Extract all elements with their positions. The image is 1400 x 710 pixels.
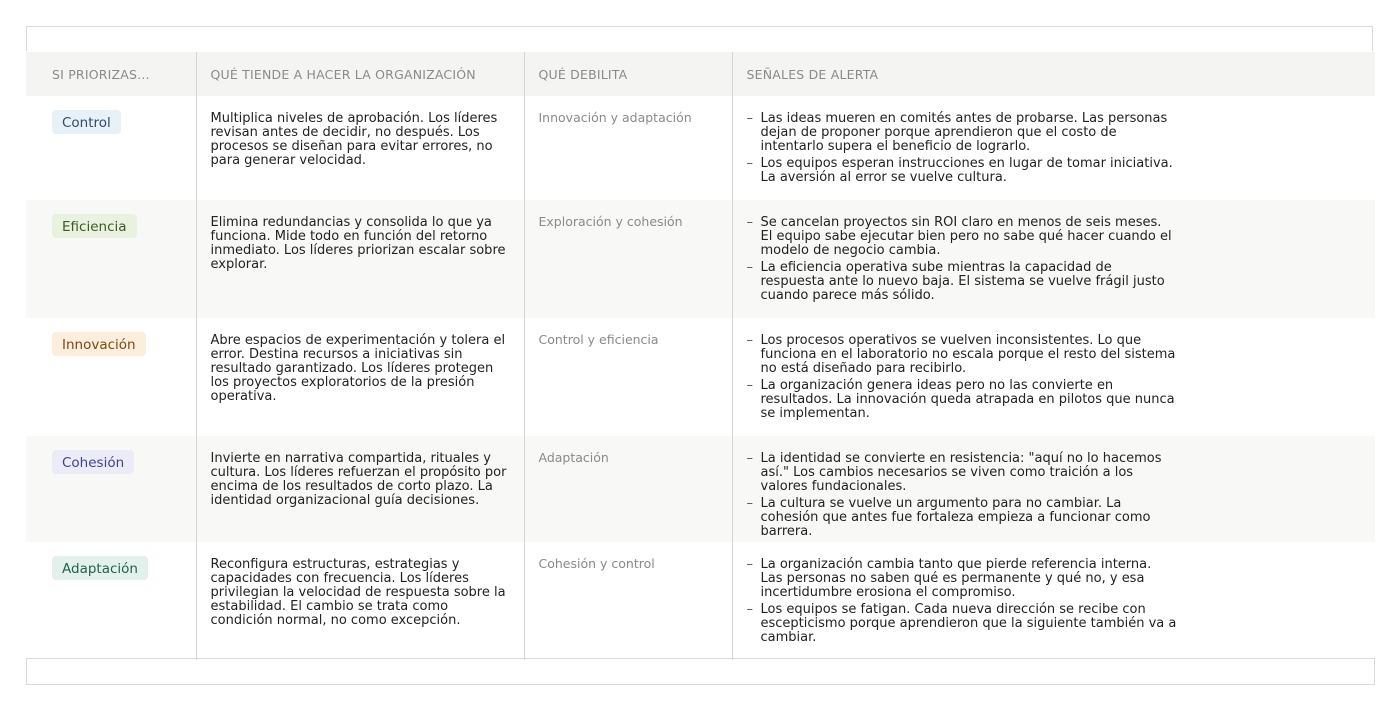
signals-cell — [732, 436, 1375, 542]
behavior-cell: Elimina redundancias y consolida lo que ya funciona. Mide todo en función del retorno inmediato. Los líderes priorizan escalar sobre explorar. — [196, 200, 524, 318]
signals-list — [747, 334, 1177, 421]
signal-item: – Los equipos esperan instrucciones en lugar de tomar iniciativa. La aversión al error se vuelve cultura. — [747, 157, 1177, 185]
signals-list — [747, 112, 1177, 185]
signals-cell — [732, 200, 1375, 318]
signal-item: – Se cancelan proyectos sin ROI claro en menos de seis meses. El equipo sabe ejecutar bien pero no sabe qué hacer cuando el modelo de negocio cambia. — [747, 216, 1177, 258]
signal-item: – Los equipos se fatigan. Cada nueva dirección se recibe con escepticismo porque aprendieron que la siguiente también va a cambiar. — [747, 603, 1177, 645]
priority-cell — [26, 318, 196, 436]
priority-tag: Cohesión — [52, 450, 134, 474]
header-row — [26, 52, 1375, 96]
signal-item: – La cultura se vuelve un argumento para no cambiar. La cohesión que antes fue fortaleza empieza a funcionar como barrera. — [747, 497, 1177, 539]
signals-cell — [732, 542, 1375, 660]
priority-cell — [26, 200, 196, 318]
header-priority: SI PRIORIZAS... — [26, 52, 196, 96]
priority-tag: Adaptación — [52, 556, 148, 580]
signal-item: – La identidad se convierte en resistencia: "aquí no lo hacemos así." Los cambios necesarios se viven como traición a los valores fundacionales. — [747, 452, 1177, 494]
behavior-cell: Invierte en narrativa compartida, rituales y cultura. Los líderes refuerzan el propósito por encima de los resultados de corto plazo. La identidad organizacional guía decisiones. — [196, 436, 524, 542]
priority-tag: Control — [52, 110, 121, 134]
table-row — [26, 96, 1375, 200]
signals-cell — [732, 96, 1375, 200]
signals-list — [747, 558, 1177, 645]
priority-cell — [26, 542, 196, 660]
priority-tag: Innovación — [52, 332, 146, 356]
signal-item: – La organización genera ideas pero no las convierte en resultados. La innovación queda atrapada en pilotos que nunca se implementan. — [747, 379, 1177, 421]
signal-item: – Las ideas mueren en comités antes de probarse. Las personas dejan de proponer porque aprendieron que el costo de intentarlo supera el beneficio de lograrlo. — [747, 112, 1177, 154]
table-row — [26, 436, 1375, 542]
behavior-cell: Multiplica niveles de aprobación. Los líderes revisan antes de decidir, no después. Los procesos se diseñan para evitar errores, no para generar velocidad. — [196, 96, 524, 200]
signal-item: – La organización cambia tanto que pierde referencia interna. Las personas no saben qué es permanente y qué no, y esa incertidumbre erosiona el compromiso. — [747, 558, 1177, 600]
priority-tradeoff-table — [26, 52, 1375, 660]
weakens-cell: Exploración y cohesión — [524, 200, 732, 318]
signals-cell — [732, 318, 1375, 436]
table-row — [26, 200, 1375, 318]
weakens-cell: Innovación y adaptación — [524, 96, 732, 200]
weakens-cell: Adaptación — [524, 436, 732, 542]
table-row — [26, 318, 1375, 436]
signal-item: – La eficiencia operativa sube mientras la capacidad de respuesta ante lo nuevo baja. El sistema se vuelve frágil justo cuando parece más sólido. — [747, 261, 1177, 303]
header-behavior: QUÉ TIENDE A HACER LA ORGANIZACIÓN — [196, 52, 524, 96]
priority-tag: Eficiencia — [52, 214, 137, 238]
table-row — [26, 542, 1375, 660]
signal-item: – Los procesos operativos se vuelven inconsistentes. Lo que funciona en el laboratorio no escala porque el resto del sistema no está diseñado para recibirlo. — [747, 334, 1177, 376]
header-signals: SEÑALES DE ALERTA — [732, 52, 1375, 96]
header-weakens: QUÉ DEBILITA — [524, 52, 732, 96]
behavior-cell: Abre espacios de experimentación y tolera el error. Destina recursos a iniciativas sin resultado garantizado. Los líderes protegen los proyectos exploratorios de la presión operativa. — [196, 318, 524, 436]
priority-cell — [26, 96, 196, 200]
weakens-cell: Control y eficiencia — [524, 318, 732, 436]
weakens-cell: Cohesión y control — [524, 542, 732, 660]
table-frame-bottom — [26, 658, 1375, 685]
signals-list — [747, 452, 1177, 539]
behavior-cell: Reconfigura estructuras, estrategias y capacidades con frecuencia. Los líderes privilegian la velocidad de respuesta sobre la estabilidad. El cambio se trata como condición normal, no como excepción. — [196, 542, 524, 660]
table-frame-top — [26, 26, 1373, 51]
signals-list — [747, 216, 1177, 303]
priority-cell — [26, 436, 196, 542]
